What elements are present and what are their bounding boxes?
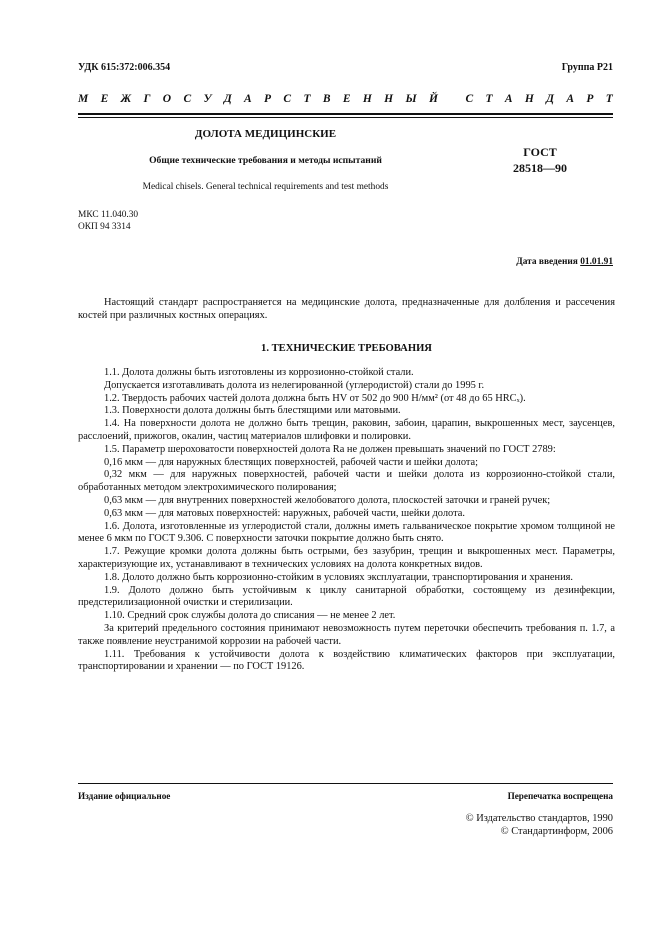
banner-letter: Н xyxy=(362,93,372,105)
paragraph: 1.4. На поверхности долота не должно быть трещин, раковин, забоин, царапин, выкрошенных мест, заусенцев, расслоений, прижогов, окалин, частиц материалов шлифовки и полировки. xyxy=(78,418,615,442)
gost-label: ГОСТ xyxy=(523,145,557,159)
gost-designation xyxy=(480,144,600,176)
paragraph: 1.10. Средний срок службы долота до списания — не менее 2 лет. xyxy=(104,610,396,622)
paragraph: 0,63 мкм — для матовых поверхностей: наружных, рабочей части, шейки долота. xyxy=(104,507,465,519)
paragraph: 1.11. Требования к устойчивости долота к воздействию климатических факторов при эксплуатации, транспортировании и хранении — по ГОСТ 19126. xyxy=(78,648,615,673)
introduction-date xyxy=(516,257,613,267)
paragraph: 1.6. Долота, изготовленные из углеродистой стали, должны иметь гальваническое покрытие хромом толщиной не менее 6 мкм по ГОСТ 9.306. С поверхности заточки покрытие должно быть снято. xyxy=(78,520,615,545)
banner-letter: Т xyxy=(485,93,493,105)
banner-letter: Е xyxy=(342,93,351,105)
english-title: Medical chisels. General technical requirements and test methods xyxy=(142,182,389,192)
reprint-prohibited-label: Перепечатка воспрещена xyxy=(507,791,613,801)
banner-letter: С xyxy=(283,93,292,105)
copyright-block xyxy=(466,812,613,838)
header-rule-thick xyxy=(78,113,613,115)
banner-letter: Т xyxy=(303,93,311,105)
banner-letter: Ы xyxy=(405,93,417,105)
banner-letter: Р xyxy=(264,93,272,105)
intro-date-value: 01.01.91 xyxy=(580,257,613,267)
copyright-line: © Издательство стандартов, 1990 xyxy=(465,813,613,824)
banner-letter: Т xyxy=(605,93,613,105)
paragraph: 0,16 мкм — для наружных блестящих поверхностей, рабочей части и шейки долота; xyxy=(104,456,479,468)
paragraph: За критерий предельного состояния принимают невозможность путем переточки обеспечить требования п. 1.7, а также появление неустранимой коррозии на рабочей части. xyxy=(78,622,615,647)
paragraph: 0,63 мкм — для внутренних поверхностей желобоватого долота, плоскостей заточки и граней ручек; xyxy=(104,494,551,506)
requirements-body xyxy=(78,367,615,674)
banner-letter: С xyxy=(183,93,192,105)
banner-letter: Д xyxy=(223,93,232,105)
mks-code: МКС 11.040.30 xyxy=(78,210,139,220)
paragraph: 1.8. Долото должно быть коррозионно-стойким в условиях эксплуатации, транспортирования и хранения. xyxy=(104,571,574,583)
banner-letter: Й xyxy=(428,93,438,105)
banner-letter: О xyxy=(162,93,172,105)
classification-codes xyxy=(78,209,138,233)
banner-gap xyxy=(450,93,453,105)
udk-code: УДК 615:372:006.354 xyxy=(78,62,171,73)
paragraph: 1.3. Поверхности долота должны быть блестящими или матовыми. xyxy=(104,405,401,417)
banner-letter: Н xyxy=(384,93,394,105)
banner-letter: А xyxy=(566,93,575,105)
document-title: ДОЛОТА МЕДИЦИНСКИЕ xyxy=(194,128,337,140)
paragraph: 1.7. Режущие кромки долота должны быть острыми, без зазубрин, трещин и выкрошенных мест. Параметры, характеризующие их, устанавливают в технических условиях на долота конкретных видов. xyxy=(78,546,615,570)
header-rule-thin xyxy=(78,117,613,118)
banner-letter: Е xyxy=(100,93,109,105)
group-code: Группа Р21 xyxy=(561,62,613,73)
banner-letter: Г xyxy=(143,93,151,105)
footer-rule xyxy=(78,783,613,784)
banner-letter: А xyxy=(244,93,252,105)
section-heading: 1. ТЕХНИЧЕСКИЕ ТРЕБОВАНИЯ xyxy=(261,343,432,354)
banner-letter: У xyxy=(203,93,212,105)
copyright-line: © Стандартинформ, 2006 xyxy=(500,826,613,837)
gost-number: 28518—90 xyxy=(513,161,567,175)
interstate-standard-banner xyxy=(78,93,613,105)
banner-letter: Д xyxy=(546,93,555,105)
paragraph: Допускается изготавливать долота из нелегированной (углеродистой) стали до 1995 г. xyxy=(104,379,485,391)
banner-letter: Р xyxy=(586,93,594,105)
banner-letter: С xyxy=(465,93,474,105)
paragraph: 1.5. Параметр шероховатости поверхностей долота Ra не должен превышать значений по ГОСТ 2789: xyxy=(104,443,556,455)
banner-letter: М xyxy=(78,93,89,105)
intro-date-label: Дата введения xyxy=(516,257,578,267)
banner-letter: В xyxy=(322,93,331,105)
intro-block xyxy=(78,297,615,323)
paragraph: 1.1. Долота должны быть изготовлены из коррозионно-стойкой стали. xyxy=(104,367,414,378)
paragraph: 1.9. Долото должно быть устойчивым к циклу санитарной обработки, состоящему из дезинфекции, предстерилизационной очистки и стерилизации. xyxy=(78,584,615,609)
paragraph: 0,32 мкм — для наружных поверхностей, рабочей части и шейки долота из коррозионно-стойкой стали, обработанных методом электрохимического полирования; xyxy=(78,469,615,494)
document-subtitle: Общие технические требования и методы испытаний xyxy=(149,155,382,166)
intro-paragraph: Настоящий стандарт распространяется на медицинские долота, предназначенные для долбления и рассечения костей при различных костных операциях. xyxy=(78,297,615,321)
okp-code: ОКП 94 3314 xyxy=(78,222,131,232)
banner-letter: Ж xyxy=(120,93,132,105)
banner-letter: Н xyxy=(524,93,534,105)
official-edition-label: Издание официальное xyxy=(78,791,171,801)
paragraph: 1.2. Твердость рабочих частей долота должна быть HV от 502 до 900 Н/мм² (от 48 до 65 HRCₓ). xyxy=(104,392,526,404)
banner-letter: А xyxy=(504,93,513,105)
